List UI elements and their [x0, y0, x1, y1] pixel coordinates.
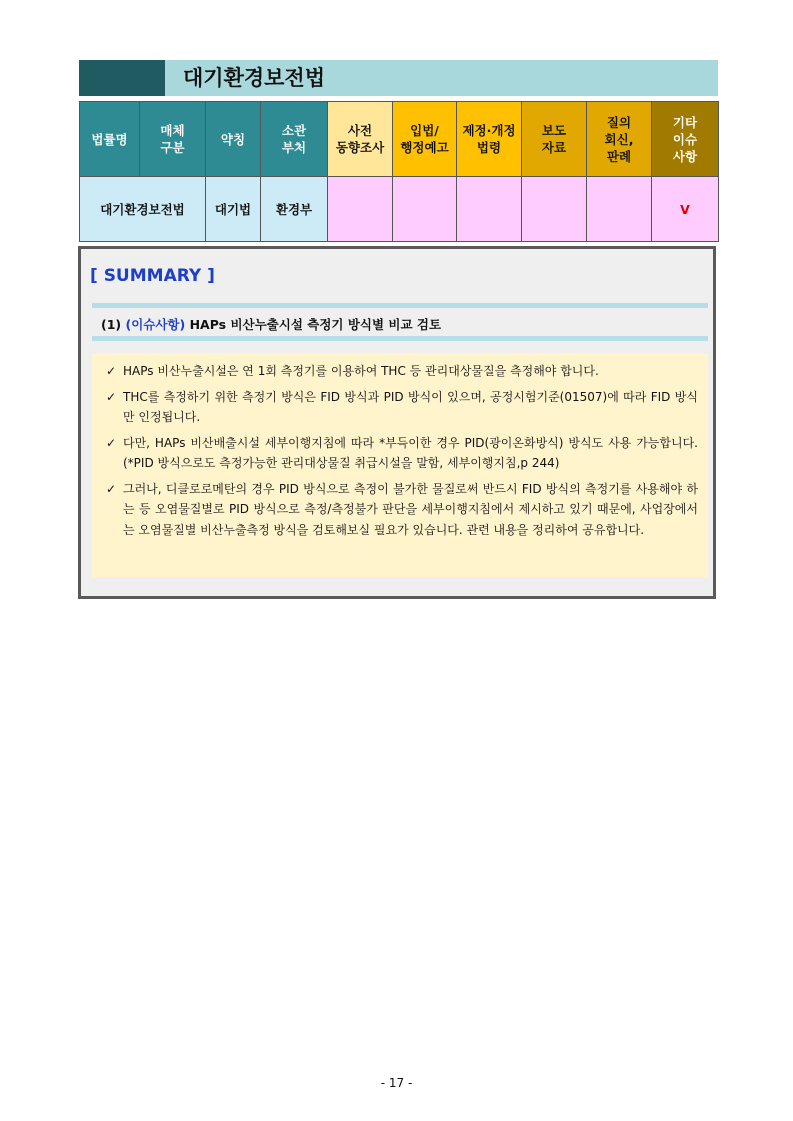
header-other: 기타 이슈 사항	[652, 102, 719, 177]
table-row	[80, 177, 719, 242]
cell-other-mark: V	[652, 177, 719, 242]
summary-title: [ SUMMARY ]	[90, 266, 215, 286]
page-title: 대기환경보전법	[183, 66, 326, 90]
list-item: ✓ 다만, HAPs 비산배출시설 세부이행지침에 따라 *부득이한 경우 PID(광이온화방식) 방식도 사용 가능합니다. (*PID 방식으로도 측정가능한 관리대상물질 취급시설을 말함, 세부이행지침,p 244)	[106, 433, 698, 474]
summary-divider-bottom	[92, 336, 708, 341]
list-item: ✓ HAPs 비산누출시설은 연 1회 측정기를 이용하여 THC 등 관리대상물질을 측정해야 합니다.	[106, 361, 698, 382]
check-icon: ✓	[106, 435, 117, 450]
cell-abbreviation: 대기법	[206, 177, 261, 242]
summary-subtitle	[101, 315, 441, 333]
list-item: ✓ THC를 측정하기 위한 측정기 방식은 FID 방식과 PID 방식이 있으며, 공정시험기준(01507)에 따라 FID 방식만 인정됩니다.	[106, 387, 698, 428]
cell-enactment	[457, 177, 522, 242]
subtitle-number: (1)	[101, 317, 122, 332]
cell-pre-trend	[328, 177, 393, 242]
header-inquiry: 질의 회신, 판례	[587, 102, 652, 177]
page-number: - 17 -	[380, 1076, 413, 1090]
header-abbreviation: 약칭	[206, 102, 261, 177]
subtitle-tag: (이슈사항)	[125, 317, 186, 332]
table-header-row	[80, 102, 719, 177]
section-title-bar	[79, 60, 718, 96]
header-press: 보도 자료	[522, 102, 587, 177]
cell-press	[522, 177, 587, 242]
check-icon: ✓	[106, 364, 117, 378]
cell-inquiry	[587, 177, 652, 242]
header-legislation-notice: 입법/ 행정예고	[393, 102, 457, 177]
law-info-table	[79, 101, 719, 242]
header-pre-trend: 사전 동향조사	[328, 102, 393, 177]
cell-ministry: 환경부	[261, 177, 328, 242]
summary-bullet-list	[106, 361, 698, 545]
summary-content	[92, 353, 708, 577]
summary-divider-top	[92, 303, 708, 308]
cell-law-name: 대기환경보전법	[80, 177, 206, 242]
summary-box	[78, 246, 716, 599]
header-ministry: 소관 부처	[261, 102, 328, 177]
header-media-type: 매체 구분	[140, 102, 206, 177]
check-icon: ✓	[106, 389, 117, 404]
title-accent-block	[79, 60, 165, 96]
check-icon: ✓	[106, 481, 117, 496]
header-enactment: 제정·개정 법령	[457, 102, 522, 177]
header-law-name: 법률명	[80, 102, 140, 177]
cell-legislation-notice	[393, 177, 457, 242]
list-item: ✓ 그러나, 디클로로메탄의 경우 PID 방식으로 측정이 불가한 물질로써 반드시 FID 방식의 측정기를 사용해야 하는 등 오염물질별로 PID 방식으로 측정/측정불가 판단을 세부이행지침에서 제시하고 있기 때문에, 사업장에서는 오염물질별 비산누출측정 방식을 검토해보실 필요가 있습니다. 관련 내용을 정리하여 공유합니다.	[106, 479, 698, 541]
subtitle-text: HAPs 비산누출시설 측정기 방식별 비교 검토	[189, 317, 442, 332]
